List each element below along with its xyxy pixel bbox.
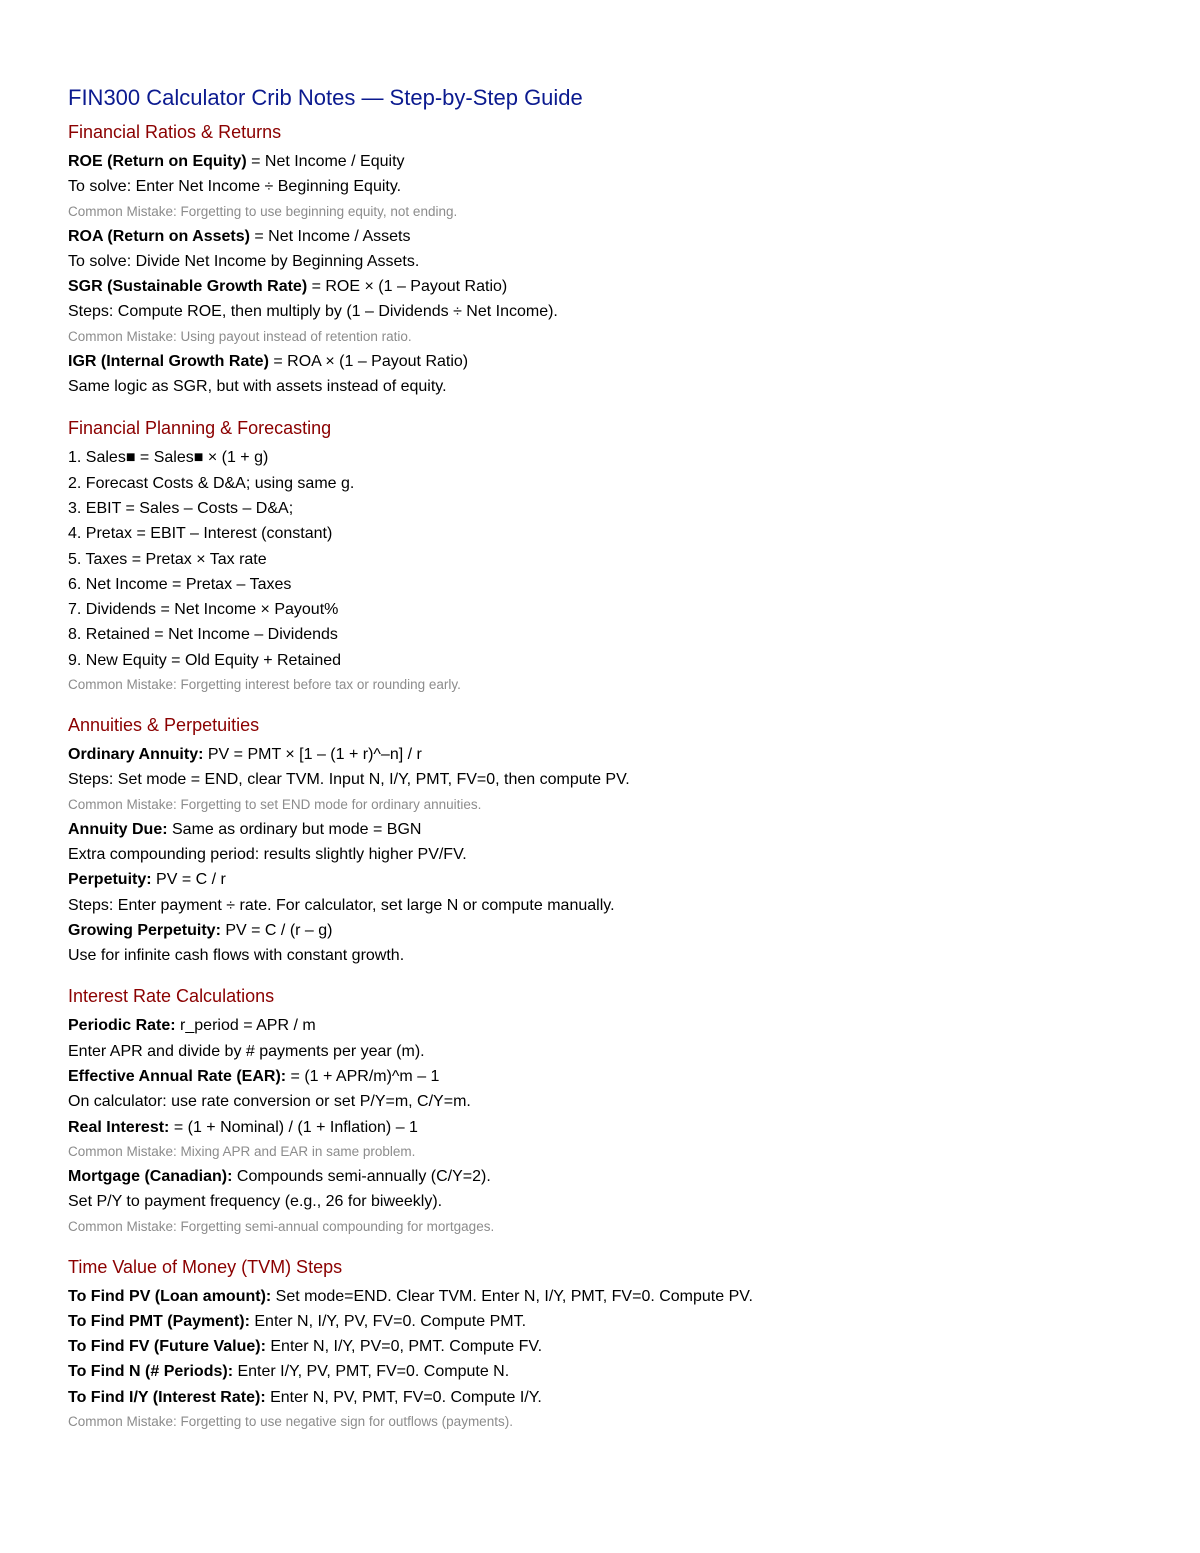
term-label: To Find FV (Future Value):: [68, 1338, 266, 1356]
text-line: 3. EBIT = Sales – Costs – D&A;: [68, 499, 294, 517]
text-line: Extra compounding period: results slightly higher PV/FV.: [68, 845, 467, 863]
section-heading: Interest Rate Calculations: [68, 986, 275, 1007]
text-line: 4. Pretax = EBIT – Interest (constant): [68, 525, 333, 543]
section-heading: Annuities & Perpetuities: [68, 715, 260, 736]
section-heading: Financial Ratios & Returns: [68, 122, 282, 142]
section-2: [68, 713, 1148, 968]
text-line: To solve: Enter Net Income ÷ Beginning Equity.: [68, 178, 402, 196]
term-label: Mortgage (Canadian):: [68, 1167, 233, 1185]
section-heading: Time Value of Money (TVM) Steps: [68, 1256, 343, 1277]
section-1: [68, 416, 1148, 697]
formula-text: PV = C / r: [151, 871, 226, 889]
formula-text: Compounds semi-annually (C/Y=2).: [232, 1167, 491, 1185]
formula-text: = (1 + APR/m)^m – 1: [286, 1068, 440, 1086]
common-mistake-note: Common Mistake: Forgetting to use negative sign for outflows (payments).: [68, 1413, 513, 1429]
term-label: Real Interest:: [68, 1118, 170, 1136]
definition-line: [68, 1334, 1148, 1359]
text-line: Steps: Compute ROE, then multiply by (1 – Dividends ÷ Net Income).: [68, 303, 558, 321]
text-line: To solve: Divide Net Income by Beginning Assets.: [68, 252, 420, 270]
definition-line: [68, 1013, 1148, 1038]
text-line: 8. Retained = Net Income – Dividends: [68, 626, 338, 644]
section-4: [68, 1255, 1148, 1434]
term-label: To Find I/Y (Interest Rate):: [68, 1388, 266, 1406]
formula-text: PV = PMT × [1 – (1 + r)^–n] / r: [203, 746, 422, 764]
term-label: To Find PV (Loan amount):: [68, 1287, 272, 1305]
definition-line: [68, 918, 1148, 943]
formula-text: Enter N, I/Y, PV=0, PMT. Compute FV.: [265, 1338, 543, 1356]
definition-line: [68, 1064, 1148, 1089]
term-label: Growing Perpetuity:: [68, 921, 221, 939]
formula-text: Enter I/Y, PV, PMT, FV=0. Compute N.: [233, 1363, 510, 1381]
formula-text: Enter N, PV, PMT, FV=0. Compute I/Y.: [265, 1388, 542, 1406]
section-0: [68, 120, 1148, 399]
text-line: Use for infinite cash flows with constant growth.: [68, 947, 405, 965]
page-title: FIN300 Calculator Crib Notes — Step-by-Step Guide: [68, 85, 583, 110]
definition-line: [68, 1284, 1148, 1309]
definition-line: [68, 149, 1148, 174]
definition-line: [68, 867, 1148, 892]
formula-text: = Net Income / Equity: [246, 153, 405, 170]
term-label: IGR (Internal Growth Rate): [68, 352, 269, 370]
definition-line: [68, 1359, 1148, 1384]
term-label: To Find N (# Periods):: [68, 1363, 234, 1381]
text-line: Steps: Enter payment ÷ rate. For calculator, set large N or compute manually.: [68, 896, 615, 914]
text-line: Enter APR and divide by # payments per year (m).: [68, 1042, 425, 1060]
definition-line: [68, 274, 1148, 299]
formula-text: = (1 + Nominal) / (1 + Inflation) – 1: [169, 1118, 418, 1136]
document-page: [68, 84, 1148, 1450]
formula-text: = ROA × (1 – Payout Ratio): [268, 352, 469, 370]
definition-line: [68, 1164, 1148, 1189]
text-line: Set P/Y to payment frequency (e.g., 26 for biweekly).: [68, 1193, 443, 1211]
formula-text: = Net Income / Assets: [249, 227, 411, 245]
text-line: On calculator: use rate conversion or set P/Y=m, C/Y=m.: [68, 1093, 471, 1111]
common-mistake-note: Common Mistake: Forgetting to set END mode for ordinary annuities.: [68, 796, 482, 812]
definition-line: [68, 1385, 1148, 1410]
term-label: Perpetuity:: [68, 871, 152, 889]
definition-line: [68, 742, 1148, 767]
term-label: Periodic Rate:: [68, 1017, 176, 1035]
text-line: 9. New Equity = Old Equity + Retained: [68, 651, 342, 669]
definition-line: [68, 1115, 1148, 1140]
term-label: ROE (Return on Equity): [68, 153, 247, 170]
text-line: 2. Forecast Costs & D&A; using same g.: [68, 474, 355, 492]
term-label: Annuity Due:: [68, 820, 168, 838]
text-line: 7. Dividends = Net Income × Payout%: [68, 601, 339, 619]
text-line: 6. Net Income = Pretax – Taxes: [68, 575, 292, 593]
common-mistake-note: Common Mistake: Forgetting to use beginning equity, not ending.: [68, 203, 458, 219]
formula-text: Enter N, I/Y, PV, FV=0. Compute PMT.: [249, 1312, 527, 1330]
definition-line: [68, 1309, 1148, 1334]
common-mistake-note: Common Mistake: Forgetting interest before tax or rounding early.: [68, 677, 461, 693]
text-line: Same logic as SGR, but with assets instead of equity.: [68, 378, 447, 396]
definition-line: [68, 817, 1148, 842]
definition-line: [68, 224, 1148, 249]
text-line: 1. Sales■ = Sales■ × (1 + g): [68, 449, 269, 467]
formula-text: r_period = APR / m: [175, 1017, 316, 1035]
common-mistake-note: Common Mistake: Mixing APR and EAR in same problem.: [68, 1143, 416, 1159]
text-line: 5. Taxes = Pretax × Tax rate: [68, 550, 267, 568]
common-mistake-note: Common Mistake: Using payout instead of retention ratio.: [68, 328, 412, 344]
text-line: Steps: Set mode = END, clear TVM. Input N, I/Y, PMT, FV=0, then compute PV.: [68, 771, 630, 789]
sections-container: [68, 120, 1148, 1434]
formula-text: Same as ordinary but mode = BGN: [167, 820, 422, 838]
term-label: Effective Annual Rate (EAR):: [68, 1068, 287, 1086]
formula-text: PV = C / (r – g): [220, 921, 333, 939]
term-label: ROA (Return on Assets): [68, 227, 250, 245]
formula-text: = ROE × (1 – Payout Ratio): [307, 278, 508, 296]
common-mistake-note: Common Mistake: Forgetting semi-annual compounding for mortgages.: [68, 1218, 495, 1234]
term-label: SGR (Sustainable Growth Rate): [68, 278, 308, 296]
formula-text: Set mode=END. Clear TVM. Enter N, I/Y, PMT, FV=0. Compute PV.: [271, 1287, 753, 1305]
term-label: Ordinary Annuity:: [68, 746, 204, 764]
section-heading: Financial Planning & Forecasting: [68, 418, 332, 439]
definition-line: [68, 349, 1148, 374]
section-3: [68, 984, 1148, 1238]
term-label: To Find PMT (Payment):: [68, 1312, 250, 1330]
